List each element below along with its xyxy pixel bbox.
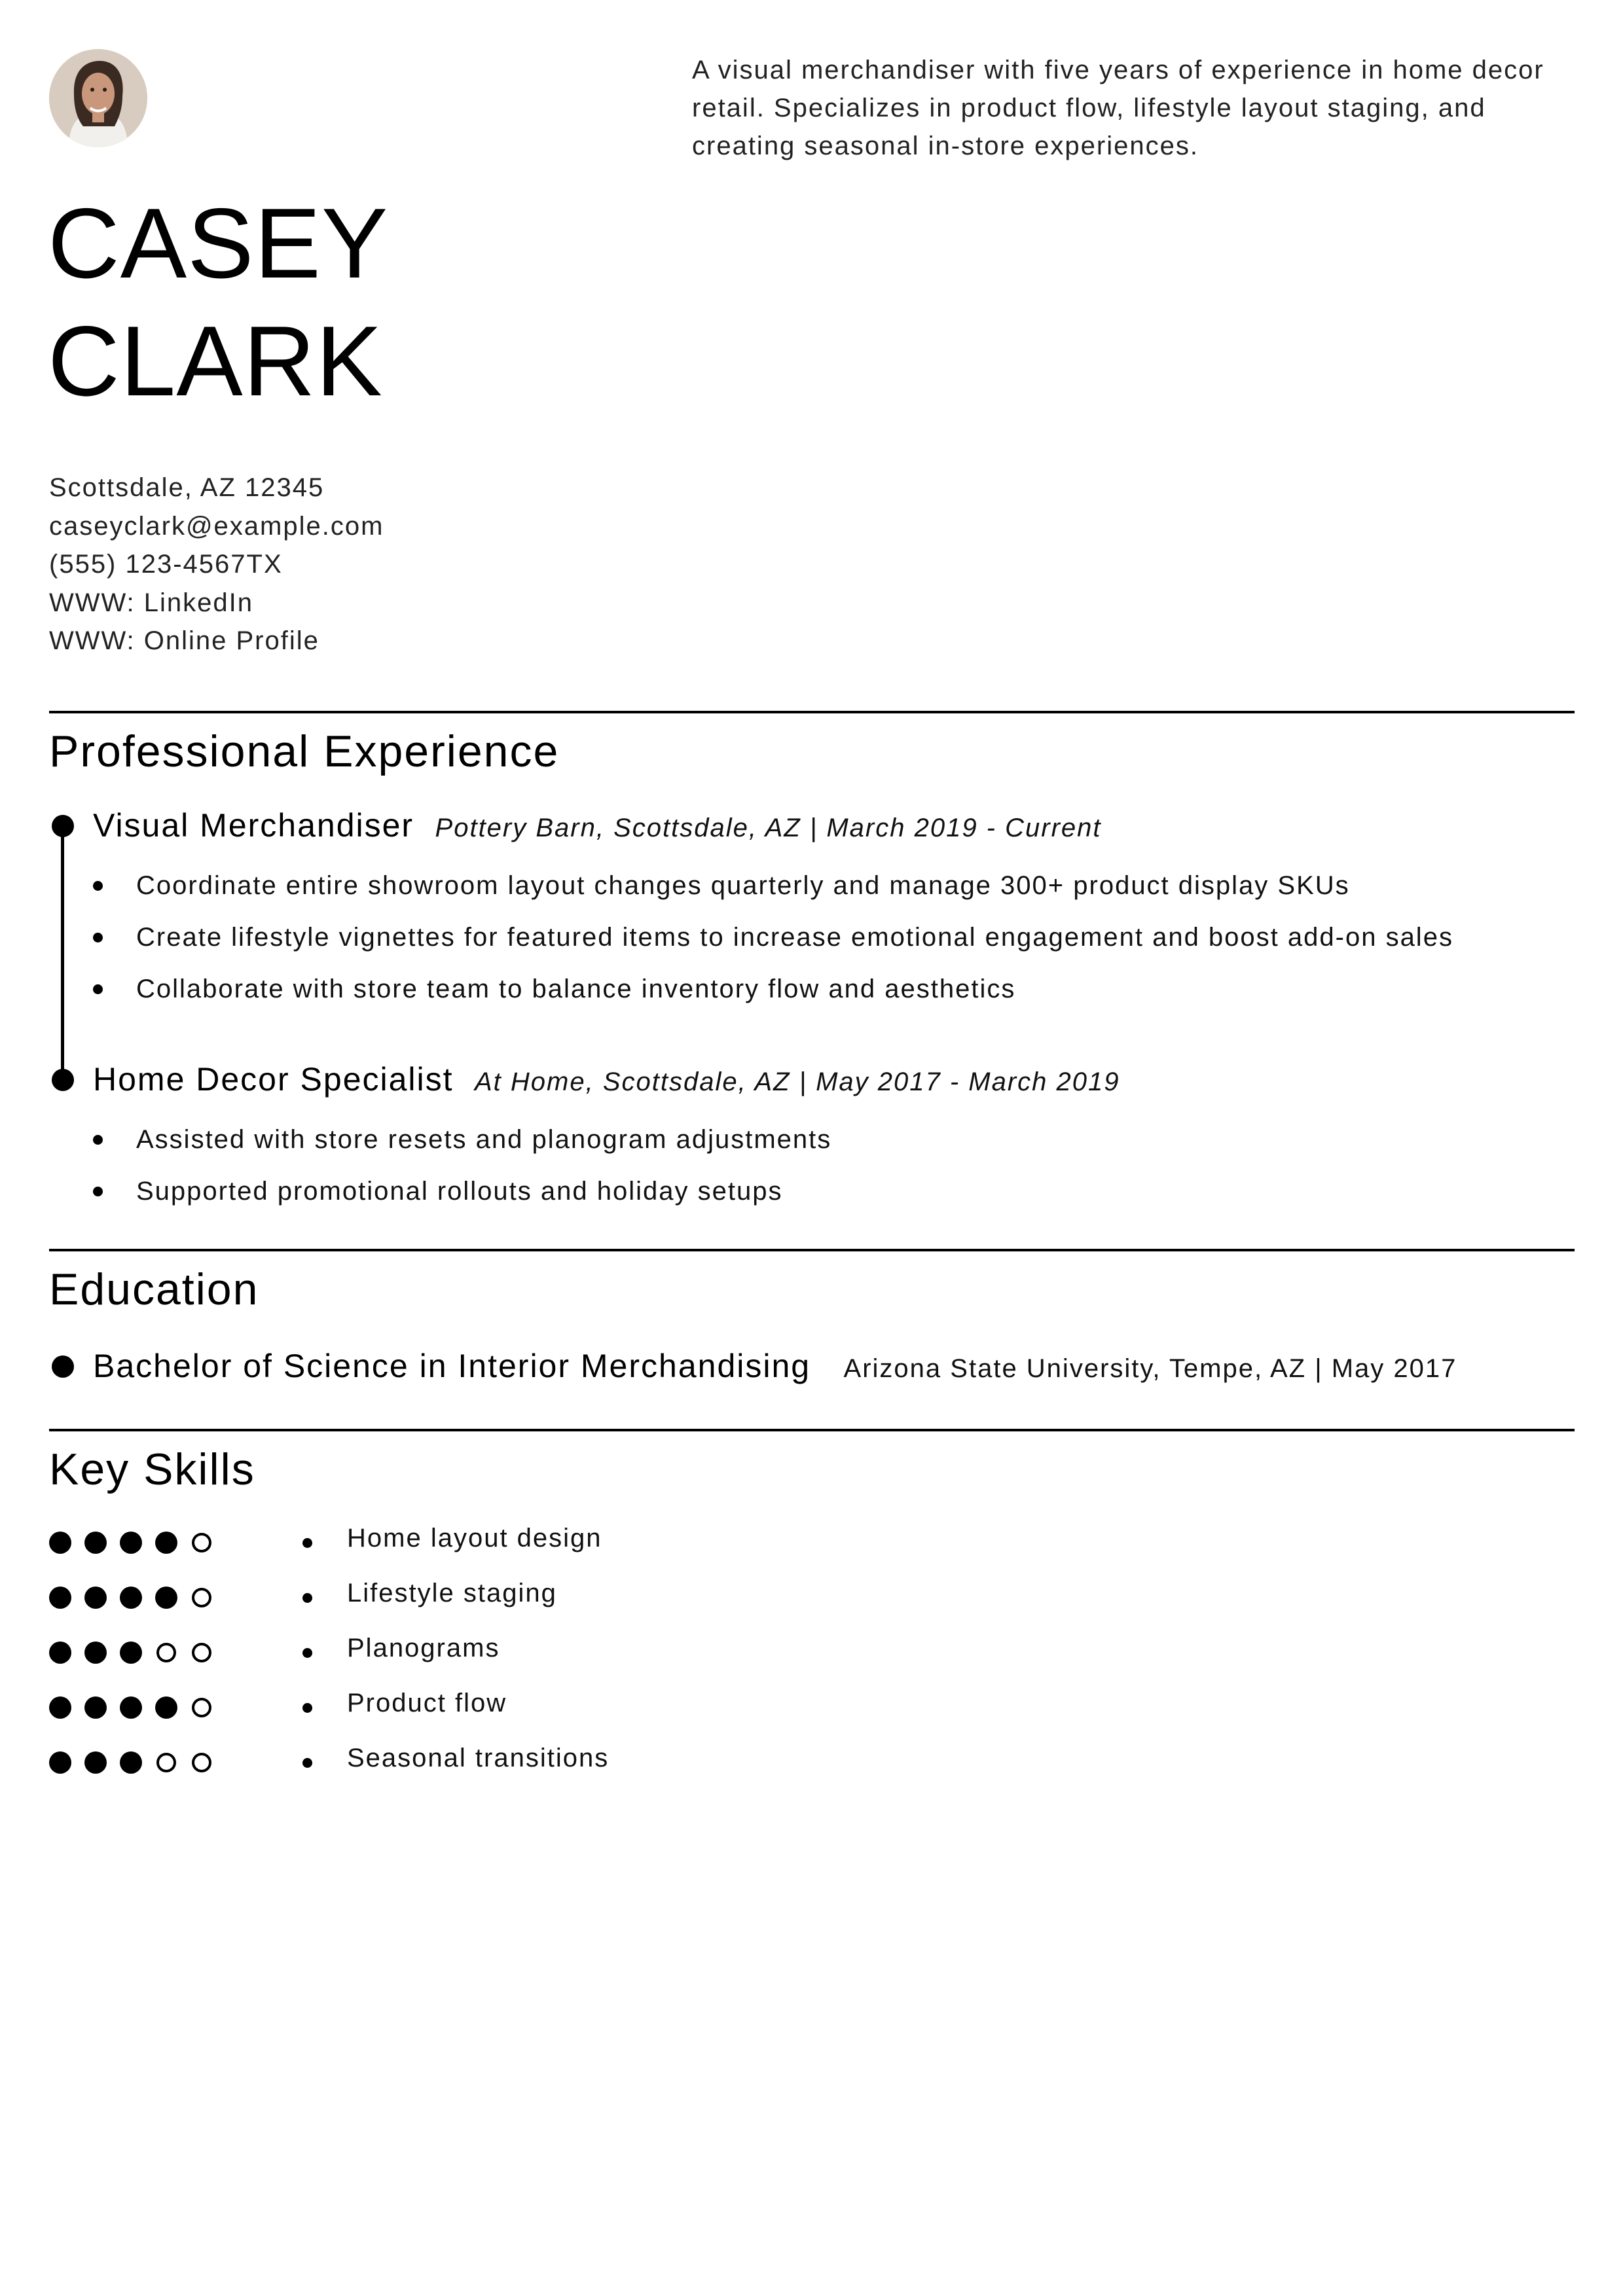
list-item: Supported promotional rollouts and holiday setups <box>93 1166 831 1217</box>
contact-block <box>49 469 384 660</box>
timeline-dot <box>52 815 74 837</box>
list-item: Create lifestyle vignettes for featured items to increase emotional engagement and boost add-on sales <box>93 912 1453 963</box>
rating-dot-filled <box>155 1696 177 1719</box>
rating-dot-empty <box>192 1533 211 1552</box>
rating-dot-filled <box>84 1587 107 1609</box>
contact-email[interactable]: caseyclark@example.com <box>49 511 384 541</box>
rating-dot-filled <box>49 1587 71 1609</box>
rating-dot-filled <box>120 1751 142 1774</box>
contact-profile-link[interactable]: WWW: Online Profile <box>49 626 319 655</box>
skill-label: Planograms <box>347 1634 500 1662</box>
rating-dot-filled <box>155 1587 177 1609</box>
skill-label: Product flow <box>347 1689 507 1717</box>
rating-dot-filled <box>49 1641 71 1664</box>
bullet-dot <box>302 1593 312 1603</box>
avatar <box>49 49 147 147</box>
list-item: Coordinate entire showroom layout changes quarterly and manage 300+ product display SKUs <box>93 860 1453 912</box>
bullet-dot <box>302 1538 312 1548</box>
job-header <box>93 806 1102 844</box>
job-title: Visual Merchandiser <box>93 807 414 844</box>
rating-dot-filled <box>84 1696 107 1719</box>
contact-phone: (555) 123-4567TX <box>49 550 283 579</box>
last-name: CLARK <box>48 306 383 417</box>
bullet-dot <box>302 1703 312 1713</box>
education-entry <box>93 1347 1457 1385</box>
rating-dot-empty <box>192 1588 211 1607</box>
summary-text: A visual merchandiser with five years of experience in home decor retail. Specializes in product flow, lifestyle layout staging, and creating seasonal in-store experiences. <box>692 56 1544 160</box>
rating-dot-filled <box>155 1532 177 1554</box>
education-degree: Bachelor of Science in Interior Merchandising <box>93 1348 811 1384</box>
bullet-dot <box>302 1758 312 1768</box>
contact-location: Scottsdale, AZ 12345 <box>49 473 325 502</box>
skill-label: Lifestyle staging <box>347 1579 557 1607</box>
rating-dot-empty <box>156 1753 176 1772</box>
rating-dot-filled <box>120 1587 142 1609</box>
skill-label: Home layout design <box>347 1524 602 1552</box>
rating-dot-filled <box>49 1532 71 1554</box>
section-title-experience: Professional Experience <box>49 726 560 776</box>
rating-dot-filled <box>120 1532 142 1554</box>
candidate-name <box>48 185 388 420</box>
section-title-education: Education <box>49 1265 259 1314</box>
contact-linkedin-link[interactable]: WWW: LinkedIn <box>49 588 253 617</box>
timeline-line <box>61 826 64 1076</box>
rating-dot-empty <box>156 1643 176 1662</box>
job-meta: At Home, Scottsdale, AZ | May 2017 - March 2019 <box>474 1067 1120 1096</box>
job-meta: Pottery Barn, Scottsdale, AZ | March 2019 - Current <box>435 814 1102 842</box>
rating-dot-filled <box>84 1641 107 1664</box>
section-divider <box>49 711 1575 713</box>
bullet-dot <box>302 1648 312 1658</box>
first-name: CASEY <box>48 188 389 299</box>
timeline-dot <box>52 1069 74 1091</box>
list-item: Assisted with store resets and planogram adjustments <box>93 1114 831 1166</box>
job-title: Home Decor Specialist <box>93 1061 454 1098</box>
rating-dot-filled <box>84 1532 107 1554</box>
portrait-photo <box>49 49 147 147</box>
job-bullets <box>93 1114 831 1217</box>
rating-dot-filled <box>49 1696 71 1719</box>
rating-dot-filled <box>49 1751 71 1774</box>
rating-dot-filled <box>120 1696 142 1719</box>
rating-dot-empty <box>192 1643 211 1662</box>
section-title-skills: Key Skills <box>49 1444 255 1494</box>
education-meta: Arizona State University, Tempe, AZ | May 2017 <box>843 1354 1457 1383</box>
rating-dot-empty <box>192 1753 211 1772</box>
job-header <box>93 1060 1120 1098</box>
section-divider <box>49 1249 1575 1251</box>
job-bullets <box>93 860 1453 1015</box>
rating-dot-empty <box>192 1698 211 1717</box>
bullet-dot <box>52 1355 74 1378</box>
rating-dot-filled <box>84 1751 107 1774</box>
list-item: Collaborate with store team to balance inventory flow and aesthetics <box>93 963 1453 1015</box>
skill-label: Seasonal transitions <box>347 1744 610 1772</box>
rating-dot-filled <box>120 1641 142 1664</box>
section-divider <box>49 1429 1575 1431</box>
